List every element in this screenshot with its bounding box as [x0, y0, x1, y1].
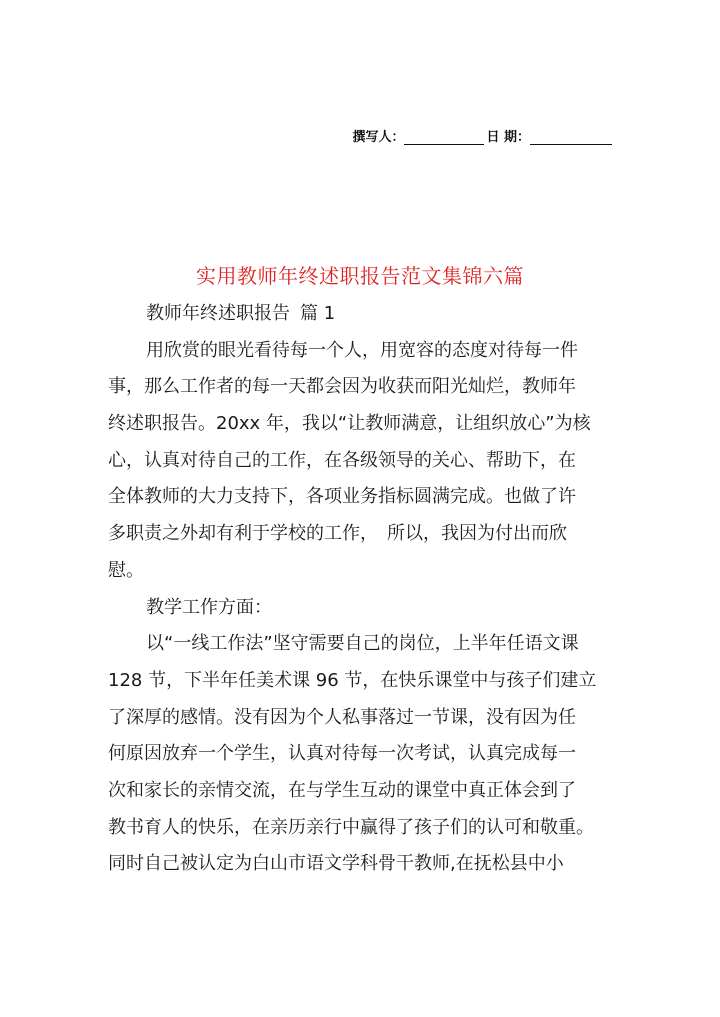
date-blank-field [530, 130, 612, 145]
paragraph-line: 终述职报告。20xx 年，我以“让教师满意，让组织放心”为核 [108, 413, 591, 435]
article-body [108, 296, 612, 883]
subtitle-number: 篇 1 [300, 303, 336, 324]
subtitle-text: 教师年终述职报告 [146, 303, 290, 324]
writer-blank-field [404, 130, 484, 145]
paragraph-line: 慰。 [108, 559, 144, 581]
writer-label: 撰写人： [352, 130, 405, 145]
section-subtitle [108, 296, 612, 333]
paragraph-line: 128 节，下半年任美术课 96 节，在快乐课堂中与孩子们建立 [108, 669, 597, 691]
paragraph-line: 同时自己被认定为白山市语文学科骨干教师,在抚松县中小 [108, 853, 564, 875]
section-heading: 教学工作方面： [146, 596, 272, 618]
paragraph-line: 心，认真对待自己的工作，在各级领导的关心、帮助下，在 [108, 449, 576, 471]
paragraph-line: 用欣赏的眼光看待每一个人，用宽容的态度对待每一件 [146, 339, 578, 361]
paragraph-line: 教书育人的快乐，在亲历亲行中赢得了孩子们的认可和敬重。 [108, 816, 594, 838]
paragraph-line: 事，那么工作者的每一天都会因为收获而阳光灿烂，教师年 [108, 376, 576, 398]
paragraph-line: 以“一线工作法”坚守需要自己的岗位，上半年任语文课 [146, 633, 579, 655]
paragraph-line: 了深厚的感情。没有因为个人私事落过一节课，没有因为任 [108, 706, 576, 728]
paragraph-line: 多职责之外却有利于学校的工作， 所以，我因为付出而欣 [108, 523, 567, 545]
document-title: 实用教师年终述职报告范文集锦六篇 [196, 264, 524, 288]
author-date-header [352, 126, 612, 145]
paragraph-line: 何原因放弃一个学生，认真对待每一次考试，认真完成每一 [108, 743, 576, 765]
paragraph-line: 全体教师的大力支持下，各项业务指标圆满完成。也做了许 [108, 486, 576, 508]
date-label: 日 期： [486, 130, 530, 145]
paragraph-line: 次和家长的亲情交流，在与学生互动的课堂中真正体会到了 [108, 779, 576, 801]
